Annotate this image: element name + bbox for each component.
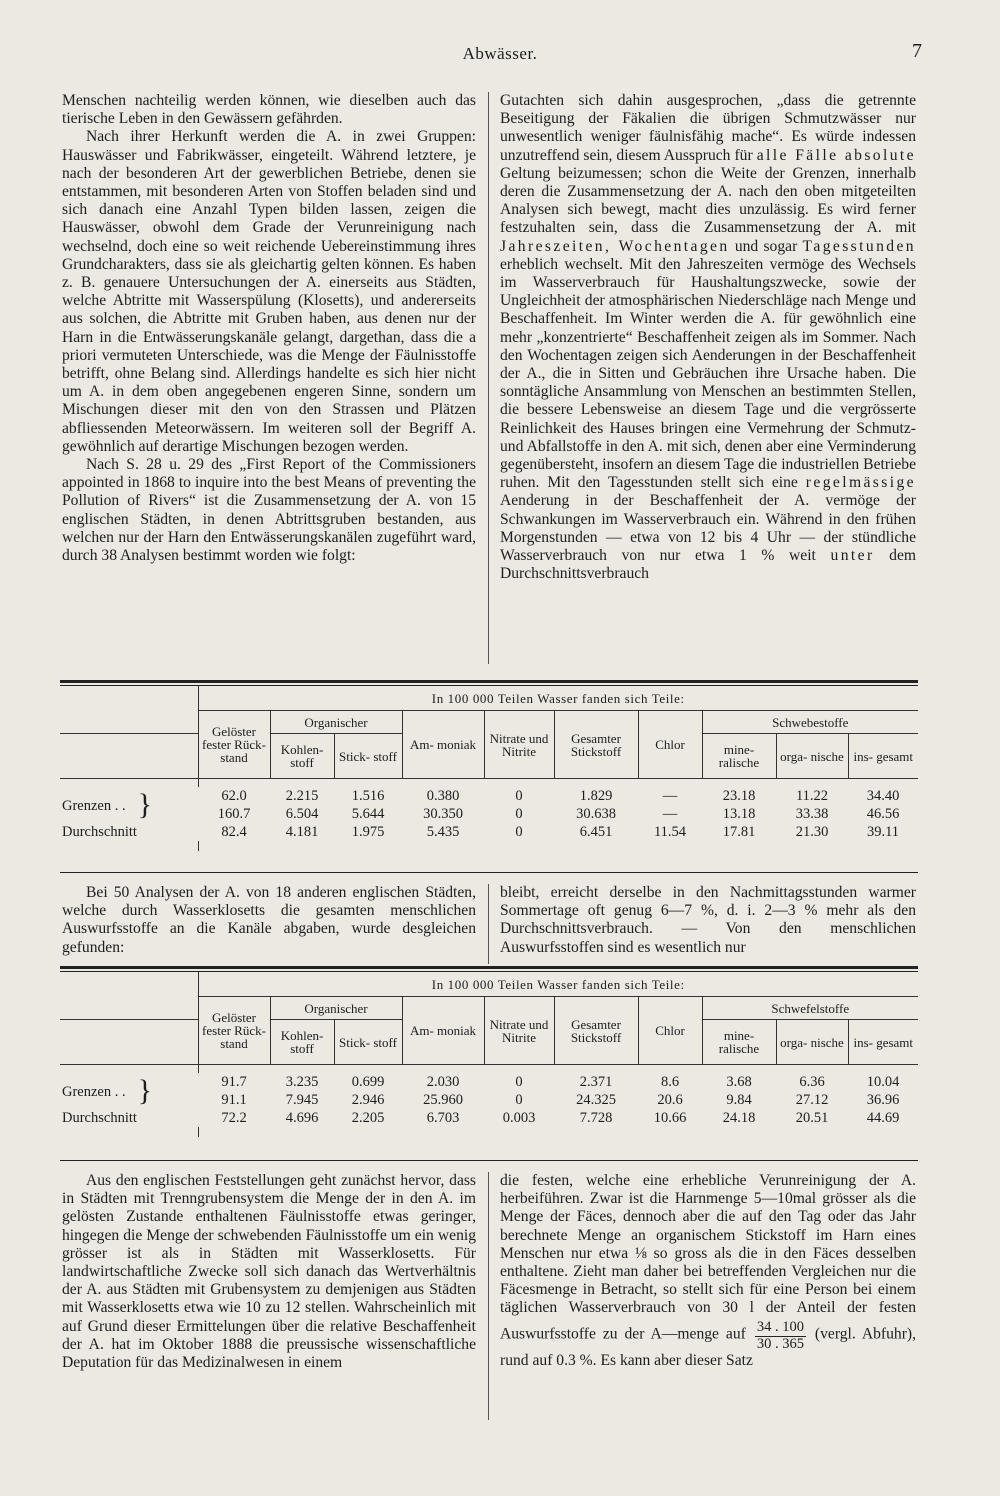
header-insgesamt: ins- gesamt — [848, 1020, 918, 1065]
table-cell: 3.235 — [285, 1073, 319, 1090]
table-row — [60, 1109, 918, 1127]
header-organische: orga- nische — [776, 734, 848, 779]
row-label-grenzen — [60, 1073, 198, 1109]
row-label-text: Grenzen . . — [62, 797, 126, 814]
fraction — [755, 1318, 806, 1352]
table-cell: 6.451 — [579, 823, 613, 840]
column-divider — [488, 1172, 489, 1420]
header-ammoniak: Am- moniak — [402, 711, 484, 779]
table-cell: 17.81 — [722, 823, 756, 840]
text-run: die festen, welche eine erhebliche Verunreinigung der A. herbeiführen. Zwar ist die Harnmenge 5—10mal grösser als die Menge der Fäces, dennoch aber die auf den Tag oder das Jahr berechnete Menge an organischem Stickstoff im Harn eines Menschen nur etwa ⅛ so gross als die in den Fäces desselben enthaltene. Zieht man daher bei betreffenden Vergleichen nur die Fäcesmenge in Betracht, so stellt sich für eine Person bei einem täglichen Wasserverbrauch von 30 l der Anteil der festen Auswurfsstoffe zu der A—menge auf — [500, 1172, 916, 1343]
table1-bottom-rule — [60, 872, 918, 873]
page-number: 7 — [912, 40, 922, 62]
table-cell: 0.003 — [502, 1109, 536, 1126]
table-corner — [60, 1020, 198, 1065]
table-cell: 0 — [515, 1073, 523, 1090]
brace: } — [137, 787, 153, 821]
header-ammoniak: Am- moniak — [402, 997, 484, 1065]
table-cell: 2.946 — [351, 1091, 385, 1108]
table-row — [60, 787, 918, 805]
row-label-durchschnitt: Durchschnitt — [62, 1109, 137, 1126]
text-run: dem Durchschnittsverbrauch — [500, 547, 917, 583]
table-cell: 10.04 — [866, 1073, 900, 1090]
table-cell: 25.960 — [423, 1091, 463, 1108]
table-cell: 62.0 — [221, 787, 247, 804]
table-cell: 7.945 — [285, 1091, 319, 1108]
text-run: (vergl. Abfuhr), rund auf 0.3 %. Es kann aber dieser Satz — [500, 1325, 916, 1369]
table-corner — [60, 711, 198, 734]
block3-left-column — [62, 1172, 476, 1372]
table-cell: 30.638 — [576, 805, 616, 822]
row-label-grenzen — [60, 787, 198, 823]
table-cell: 91.7 — [221, 1073, 247, 1090]
table-cell: 3.68 — [726, 1073, 752, 1090]
fraction-denominator: 30 . 365 — [756, 1335, 804, 1352]
paragraph: Nach ihrer Herkunft werden die A. in zwei Gruppen: Hauswässer und Fabrikwässer, eingeteilt. Während letztere, je nach der besonderen Art der gewerblichen Betriebe, denen sie entstammen, mit besonderen Arten von Stoffen beladen sind und sich danach eine Anzahl Typen bilden lassen, zeigen die Hauswässer, obwohl dem Grade der Verunreinigung nach wechselnd, doch eine so weit reichende Uebereinstimmung ihres Grundcharakters, dass sie als gleichartig gelten können. Es haben z. B. genauere Untersuchungen der A. einerseits aus Städten, welche Abtritte mit Wasserspülung (Klosetts), und andererseits aus solchen, die Abtritte mit Gruben haben, aus denen nur der Harn in die Entwässerungskanäle gelangt, dargethan, dass die a priori vermuteten Unterschiede, was die Menge der Fäulnisstoffe betrifft, ohne Belang sind. Allerdings handelte es sich hier nicht um A. in dem oben angegebenen engeren Sinne, sondern um Mischungen dieser mit den von den Strassen und Plätzen abfliessenden Meteorwässern. Im weiteren soll der Begriff A. gewöhnlich auf derartige Mischungen bezogen werden. — [62, 128, 476, 455]
table-corner — [60, 686, 198, 711]
paragraph — [500, 1172, 916, 1370]
table-corner — [60, 734, 198, 779]
table-row — [60, 1073, 918, 1091]
table-cell: 160.7 — [217, 805, 251, 822]
table-cell: — — [662, 805, 678, 822]
header-geloester: Gelöster fester Rück- stand — [198, 997, 270, 1065]
header-gesamtstickstoff: Gesamter Stickstoff — [554, 997, 638, 1065]
table-cell: 20.6 — [657, 1091, 683, 1108]
table-cell: 36.96 — [866, 1091, 900, 1108]
table-cell: 6.703 — [426, 1109, 460, 1126]
row-label-durchschnitt: Durchschnitt — [62, 823, 137, 840]
table-cell: 24.18 — [722, 1109, 756, 1126]
table2-bottom-rule — [60, 1160, 918, 1161]
table-cell: 11.54 — [653, 823, 687, 840]
table-caption: In 100 000 Teilen Wasser fanden sich Teile: — [198, 972, 918, 997]
table-cell: 33.38 — [795, 805, 829, 822]
header-kohlenstoff: Kohlen- stoff — [270, 1020, 334, 1065]
table-cell: 2.215 — [285, 787, 319, 804]
spaced-emphasis: Tagesstunden — [802, 237, 916, 255]
text-run: Gutachten sich dahin ausgesprochen, „dass die getrennte Beseitigung der Fäkalien die übrigen Schmutzwässer nur unwesentlich weniger fäulnisfähig mache“. Es würde indessen unzutreffend sein, diesem Ausspruch für — [500, 92, 916, 164]
table-cell: 1.975 — [351, 823, 385, 840]
brace: } — [137, 1073, 153, 1107]
table-cell: 0 — [515, 1091, 523, 1108]
paragraph: Aus den englischen Feststellungen geht zunächst hervor, dass in Städten mit Trenngrubensystem die Menge der in den A. im gelösten Zustande enthaltenen Fäulnisstoffe etwas geringer, hingegen die Menge der schwebenden Fäulnisstoffe um ein wenig grösser ist als in Städten mit Wasserklosetts. Für landwirtschaftliche Zwecke soll sich danach das Wertverhältnis der A. aus Städten mit Grubensystem zu demjenigen aus Städten mit Wasserklosetts etwa wie 10 zu 12 stellen. Wahrscheinlich mit auf Grund dieser Ermittelungen über die relative Beschaffenheit der A. hat im Oktober 1888 die preussische wissenschaftliche Deputation für das Medizinalwesen in einem — [62, 1172, 476, 1372]
column-divider — [488, 92, 489, 664]
table-cell: 8.6 — [660, 1073, 680, 1090]
block2-left-column — [62, 884, 476, 957]
spaced-emphasis: unter — [830, 547, 875, 565]
table-cell: 9.84 — [726, 1091, 752, 1108]
table-cell: 5.644 — [351, 805, 385, 822]
table1 — [60, 686, 918, 851]
table-cell: 46.56 — [866, 805, 900, 822]
table-cell: 6.504 — [285, 805, 319, 822]
header-geloester: Gelöster fester Rück- stand — [198, 711, 270, 779]
header-nitrate: Nitrate und Nitrite — [484, 997, 554, 1065]
table-cell: 1.829 — [579, 787, 613, 804]
table-cell: 30.350 — [423, 805, 463, 822]
running-header: Abwässer. — [462, 44, 538, 63]
table-row — [60, 823, 918, 841]
table-corner — [60, 997, 198, 1020]
fraction-numerator: 34 . 100 — [756, 1318, 804, 1335]
table-cell: — — [662, 787, 678, 804]
header-organischer: Organischer — [270, 997, 402, 1020]
header-stickstoff: Stick- stoff — [334, 734, 402, 779]
block1-right-column — [500, 92, 916, 583]
table-cell: 27.12 — [795, 1091, 829, 1108]
paragraph: bleibt, erreicht derselbe in den Nachmittagsstunden warmer Sommertage oft genug 6—7 %, d. i. 2—3 % mehr als den Durchschnittsverbrauch. — Von den menschlichen Auswurfsstoffen sind es wesentlich nur — [500, 884, 916, 956]
paragraph: Nach S. 28 u. 29 des „First Report of the Commissioners appointed in 1868 to inquire into the best Means of preventing the Pollution of Rivers“ ist die Zusammensetzung der A. von 15 englischen Städten, in denen Abtrittsgruben bestanden, aus welchen nur der Harn den Entwässerungskanälen zugeführt ward, durch 38 Analysen bestimmt worden wie folgt: — [62, 456, 476, 565]
table-cell: 6.36 — [799, 1073, 825, 1090]
table-cell: 2.030 — [426, 1073, 460, 1090]
table-corner — [60, 972, 198, 997]
table-cell: 0 — [515, 823, 523, 840]
table-cell: 44.69 — [866, 1109, 900, 1126]
table-cell: 4.181 — [285, 823, 319, 840]
spaced-emphasis: regelmässige — [805, 474, 916, 492]
paragraph: Menschen nachteilig werden können, wie dieselben auch das tierische Leben in den Gewässern gefährden. — [62, 92, 476, 128]
table-cell: 23.18 — [722, 787, 756, 804]
table-cell: 72.2 — [221, 1109, 247, 1126]
header-kohlenstoff: Kohlen- stoff — [270, 734, 334, 779]
table-cell: 34.40 — [866, 787, 900, 804]
table-cell: 2.205 — [351, 1109, 385, 1126]
paragraph — [500, 92, 916, 583]
block3-right-column — [500, 1172, 916, 1370]
table-cell: 2.371 — [579, 1073, 613, 1090]
header-organische: orga- nische — [776, 1020, 848, 1065]
block2-right-column — [500, 884, 916, 957]
table-cell: 21.30 — [795, 823, 829, 840]
header-group: Schwebestoffe — [702, 711, 918, 734]
table-cell: 7.728 — [579, 1109, 613, 1126]
table-cell: 24.325 — [576, 1091, 616, 1108]
header-group: Schwefelstoffe — [702, 997, 918, 1020]
header-insgesamt: ins- gesamt — [848, 734, 918, 779]
table-cell: 5.435 — [426, 823, 460, 840]
table-caption: In 100 000 Teilen Wasser fanden sich Teile: — [198, 686, 918, 711]
spaced-emphasis: alle Fälle absolute — [756, 146, 916, 164]
text-run: Aenderung in der Beschaffenheit der A. vermöge der Schwankungen im Wasserverbrauch ein. Während in den frühen Morgenstunden — etwa von 12 bis 4 Uhr — der stündliche Wasserverbrauch von nur etwa 1 % weit — [500, 492, 916, 565]
table-cell: 0 — [515, 787, 523, 804]
header-mineralische: mine- ralische — [702, 734, 776, 779]
table-cell: 0 — [515, 805, 523, 822]
table-cell: 20.51 — [795, 1109, 829, 1126]
header-chlor: Chlor — [638, 997, 702, 1065]
header-stickstoff: Stick- stoff — [334, 1020, 402, 1065]
row-label-text: Grenzen . . — [62, 1083, 126, 1100]
header-mineralische: mine- ralische — [702, 1020, 776, 1065]
table-cell: 91.1 — [221, 1091, 247, 1108]
header-nitrate: Nitrate und Nitrite — [484, 711, 554, 779]
block1-left-column — [62, 92, 476, 565]
text-run: und sogar — [729, 237, 803, 255]
header-gesamtstickstoff: Gesamter Stickstoff — [554, 711, 638, 779]
table-cell: 0.699 — [351, 1073, 385, 1090]
table-cell: 11.22 — [795, 787, 829, 804]
column-divider — [488, 884, 489, 964]
text-run: Geltung beizumessen; schon die Weite der Grenzen, innerhalb deren die Zusammensetzung der A. nach den oben mitgeteilten Analysen sich bewegt, macht dies unzulässig. Es wird ferner festzuhalten sein, dass die Zusammensetzung der A. mit — [500, 164, 916, 237]
table-cell: 0.380 — [426, 787, 460, 804]
paragraph: Bei 50 Analysen der A. von 18 anderen englischen Städten, welche durch Wasserklosetts die gesamten menschlichen Auswurfsstoffe an die Kanäle abgaben, wurde desgleichen gefunden: — [62, 884, 476, 956]
text-run: erheblich wechselt. Mit den Jahreszeiten vermöge des Wechsels im Wasserverbrauch für Haushaltungszwecke, sowie der Ungleichheit der atmosphärischen Niederschläge nach Menge und Beschaffenheit. Im Winter werden die A. für gewöhnlich eine mehr „konzentrierte“ Beschaffenheit zeigen als im Sommer. Nach den Wochentagen zeigen sich Aenderungen in der Beschaffenheit der A., die in Sitten und Gebräuchen ihre Ursache haben. Die sonntägliche Ansammlung von Menschen an bestimmten Stellen, die bessere Lebensweise an diesem Tage und die vergrösserte Reinlichkeit des Hauses bringen eine Vermehrung der Schmutz- und Abfallstoffe in den A. mit sich, denen aber eine Verminderung gegenübersteht, insofern an diesem Tage die industriellen Betriebe ruhen. Mit den Tagesstunden stellt sich eine — [500, 255, 916, 492]
table-cell: 13.18 — [722, 805, 756, 822]
table-cell: 39.11 — [866, 823, 900, 840]
table2 — [60, 972, 918, 1137]
header-chlor: Chlor — [638, 711, 702, 779]
table-cell: 4.696 — [285, 1109, 319, 1126]
table-cell: 10.66 — [653, 1109, 687, 1126]
spaced-emphasis: Jahreszeiten, Wochentagen — [500, 237, 730, 255]
table-cell: 1.516 — [351, 787, 385, 804]
header-organischer: Organischer — [270, 711, 402, 734]
table-cell: 82.4 — [221, 823, 247, 840]
